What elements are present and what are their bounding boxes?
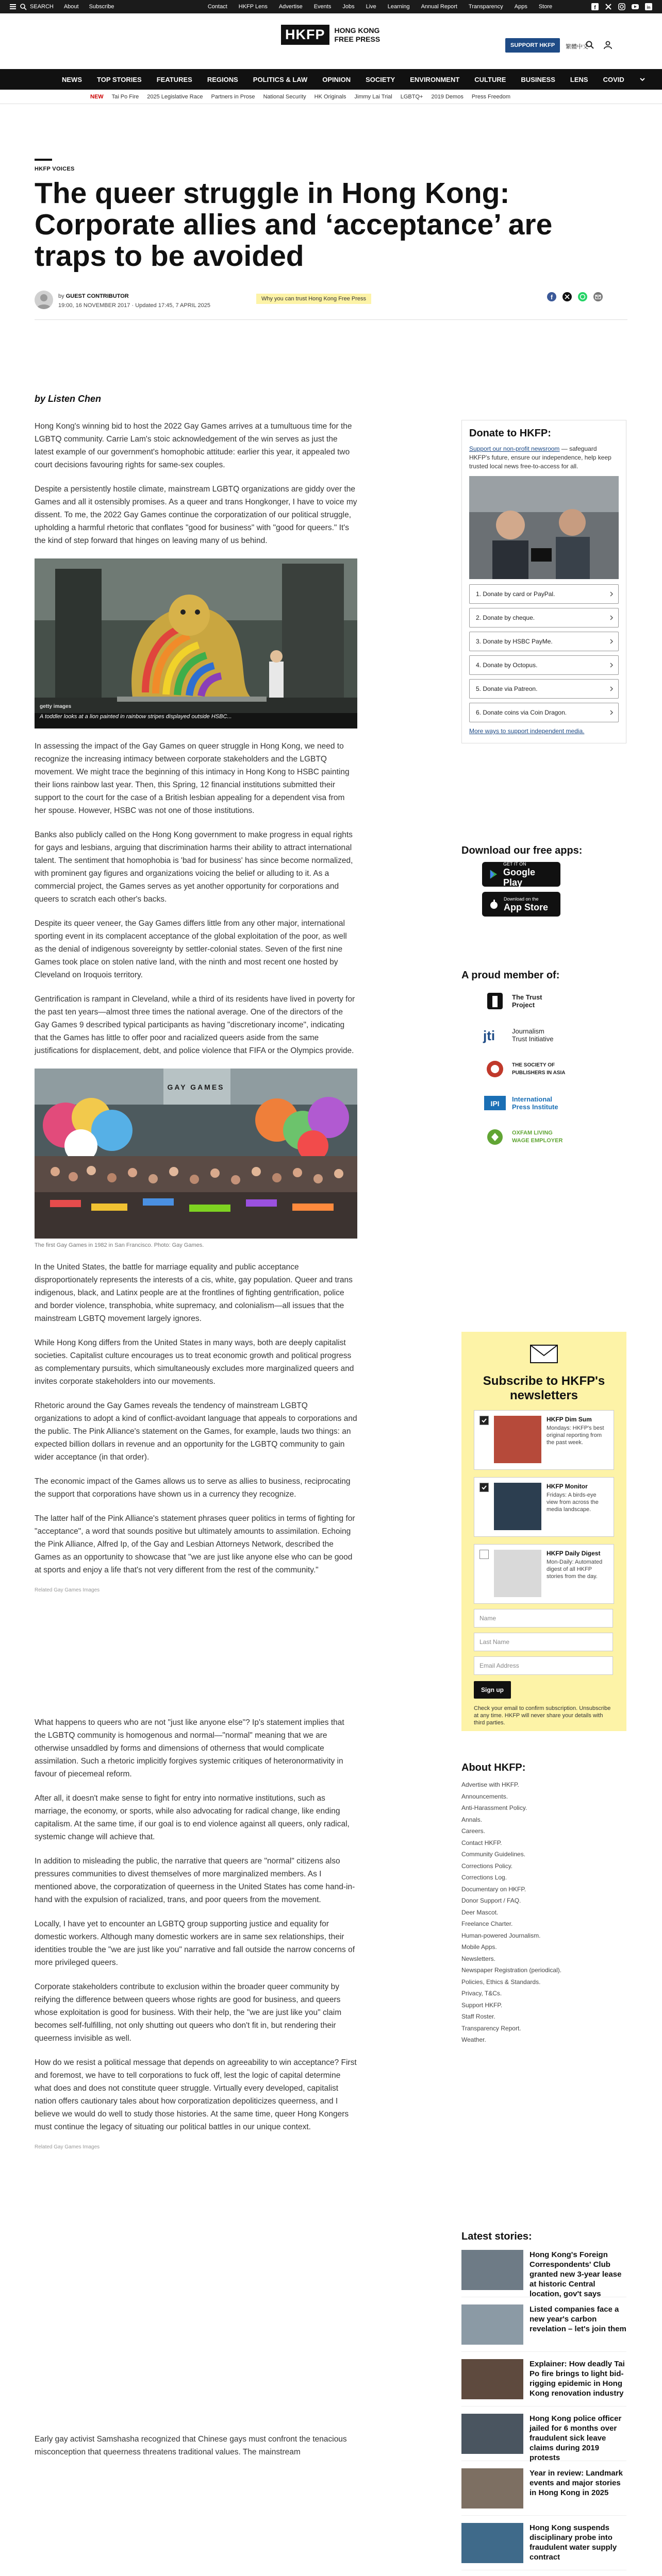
share-email-icon[interactable] [593,292,603,302]
linkedin-icon[interactable] [644,3,653,11]
article-paragraph: Despite its queer veneer, the Gay Games differs little from any other major, international sporting event in its complacent acceptance of the global exploitation of the poor, as well as the denial of indigenous sovereignty by settler-colonial states. Seven of the first nine Games took place on stolen native land, with the ninth and most recent one hosted by Cleveland on Iroquois territory. [35,919,347,979]
member-jti[interactable] [482,1023,626,1047]
chevron-right-icon [609,615,614,620]
member-name: PUBLISHERS IN ASIA [512,1070,566,1076]
about-link[interactable]: Policies, Ethics & Standards. [461,1978,541,1986]
sopa-logo-icon [482,1059,508,1079]
about-link[interactable]: Freelance Charter. [461,1920,513,1927]
util-link-contact[interactable]: Contact [207,4,227,10]
share-facebook-icon[interactable] [547,292,557,302]
trending-item[interactable]: HK Originals [314,93,346,100]
member-name: Project [512,1001,535,1009]
list-item[interactable] [461,2414,626,2461]
list-item[interactable] [461,2359,626,2406]
header-divider [35,319,627,320]
nav-item-society[interactable]: SOCIETY [366,75,395,83]
newsletter-desc: Fridays: A birds-eye view from across the media landscape. [547,1492,599,1513]
language-switch[interactable]: 繁體中文 [566,44,588,50]
donate-option-cheque[interactable] [469,608,619,628]
about-link[interactable]: Corrections Policy. [461,1862,513,1870]
util-link-live[interactable]: Live [366,4,376,10]
donate-option-label: 3. Donate by HSBC PayMe. [476,638,553,645]
newsletter-desc: Mondays: HKFP's best original reporting from the past week. [547,1425,604,1446]
byline-by: by [58,293,64,299]
section-kicker[interactable]: HKFP VOICES [35,166,75,172]
facebook-icon[interactable] [591,3,599,11]
check-icon [481,1417,487,1423]
nav-item-regions[interactable]: REGIONS [207,75,238,83]
article-paragraph: While Hong Kong differs from the United States in many ways, both are deeply capitalist societies. Capitalist culture encourages us to treat economic growth and political progress as complementary pursuits, which simultaneously excludes more marginalized queers and invites corporate stakeholders into our movements. [35,1338,354,1386]
apps-widget [461,845,626,922]
byline-author[interactable]: GUEST CONTRIBUTOR [65,293,129,299]
ipi-logo-icon [482,1093,508,1113]
main-nav [0,69,662,90]
newsletter-name: HKFP Dim Sum [547,1416,592,1423]
logo-line-2: FREE PRESS [334,35,380,43]
article-paragraph: After all, it doesn't make sense to fight for entry into normative institutions, such as marriage, the economy, or sports, while also advocating for radical change, like ending capitalism. At the same time, if our goal is to end violence against all queers, only radical, systemic change will achieve that. [35,1794,350,1841]
google-play-icon [488,869,499,880]
chevron-right-icon [609,686,614,691]
about-link[interactable]: About [63,4,79,10]
figure-hsbc-lion [35,558,357,728]
about-link[interactable]: Community Guidelines. [461,1851,526,1858]
about-links [461,1779,626,2046]
dim-sum-thumbnail [494,1416,541,1463]
about-link[interactable]: Donor Support / FAQ. [461,1897,521,1904]
story-thumbnail [461,2414,523,2454]
about-link[interactable]: Privacy, T&Cs. [461,1990,502,1997]
about-link[interactable]: Transparency Report. [461,2024,521,2032]
donate-widget [461,420,626,743]
article-paragraph: Despite a persistently hostile climate, mainstream LGBTQ organizations are giddy over the Games and all it ostensibly promises. As a queer and trans Hongkonger, I have to voice my dissent. To me, the 2022 Gay Games continue the corporatization of our political struggle, upholding a harmful rhetoric that conflates "good for business" with "good for queers." It's the kind of step forward that hinges on leaving many of us behind. [35,485,357,545]
article-paragraph: Corporate stakeholders contribute to exclusion within the broader queer community by reifying the difference between queers whose rights are good for business, and queers whose exploitation is good for business. With their help, the "we are just like you" claim becomes self-fulfilling, not only shutting out queers who don't fit in, but rendering their queerness invisible as well. [35,1982,342,2043]
article-paragraph: The economic impact of the Games allows us to serve as allies to business, reciprocating the support that corporations have shown us in a currency they recognize. [35,1477,351,1499]
story-thumbnail [461,2250,523,2290]
kicker-rule [35,159,52,161]
google-play-big: Google Play [503,867,535,888]
masthead [0,13,662,69]
about-link[interactable]: Advertise with HKFP. [461,1781,519,1788]
logo-wordmark [335,26,380,43]
trending-new-label: NEW [90,93,104,100]
article-paragraph: Banks also publicly called on the Hong Kong government to make progress in equal rights for gays and lesbians, arguing that discrimination harms their ability to attract international talent. The sentiment that homophobia is 'bad for business' has since become normalized, with prominent gay figures and organizations voicing the belief or alluding to it. As a commercial project, the Games serves as yet another opportunity for corporations and queers to scratch each other's backs. [35,831,353,904]
chevron-right-icon [609,591,614,597]
support-hkfp-button[interactable]: SUPPORT HKFP [505,38,560,53]
checkbox-monitor[interactable] [479,1483,489,1492]
member-name: International [512,1095,553,1103]
latest-title: Latest stories: [461,2231,532,2242]
article-paragraph: What happens to queers who are not "just like anyone else"? Ip's statement implies that the LGBTQ community is homogenous and normal—"normal" meaning that we are otherwise unsaddled by forms and dimensions of otherness that would complicate assimilation. Such a rhetoric implicitly forgives systemic critiques of heteronormativity in favour of piecemeal reform. [35,1718,344,1778]
member-trust-project[interactable] [482,989,626,1013]
svg-text:f: f [594,5,596,11]
about-link[interactable]: Staff Roster. [461,2013,495,2020]
trust-note-link[interactable]: Why you can trust Hong Kong Free Press [256,294,371,304]
member-name: Trust Initiative [512,1035,554,1043]
article-paragraph: Early gay activist Samshasha recognized that Chinese gays must confront the tenacious misconception that queerness threatens traditional values. The mainstream [35,2435,347,2456]
member-ipi[interactable] [482,1091,626,1115]
logo-mark: HKFP [281,25,329,45]
check-icon [481,1484,487,1490]
article-body [35,420,357,2470]
gay-games-photo[interactable] [35,1069,357,1239]
trending-item[interactable]: 2019 Demos [431,93,464,100]
about-link[interactable]: Documentary on HKFP. [461,1885,526,1893]
member-name: OXFAM LIVING [512,1130,553,1136]
member-name: WAGE EMPLOYER [512,1138,563,1144]
social-icons [591,3,653,11]
nav-item-features[interactable]: FEATURES [156,75,192,83]
more-ways-link[interactable]: More ways to support independent media. [469,727,585,735]
article-paragraph: In the United States, the battle for marriage equality and public acceptance disproportionately represents the interests of a cis, white, gay population. Queer and trans indigenous, black, and Latinx people are at the frontlines of fighting gentrification, police and border violence, transphobia, white supremacy, and colonialism—all issues that the mainstream LGBTQ movement largely ignores. [35,1263,353,1323]
svg-text:IPI: IPI [490,1099,500,1108]
related-images-note[interactable]: Related Gay Games Images [35,2144,100,2150]
util-link-advertise[interactable]: Advertise [278,4,303,10]
trust-project-logo-icon [482,991,508,1011]
search-icon[interactable] [585,40,594,49]
svg-text:f: f [551,294,553,301]
article-paragraph: Gentrification is rampant in Cleveland, while a third of its residents have lived in poverty for the past ten years—almost three times the national average. One of the directors of the Gay Games 9 described typical participants as having "discretionary income", indicating that the Games has little to offer poor and racialized queers aside from the same justifications for displacement, debt, and police violence that FIFA or the Olympics provide. [35,995,355,1055]
chevron-right-icon [609,710,614,715]
ad-slot-spacer [35,2165,357,2433]
donate-option-label: 5. Donate via Patreon. [476,685,538,692]
instagram-icon[interactable] [618,3,626,11]
utility-links [177,4,552,10]
article-paragraph: Hong Kong's winning bid to host the 2022 Gay Games arrives at a tumultuous time for the LGBTQ community. Carrie Lam's stoic acknowledgement of the win serves as just the latest example of our government's homophobic attitude: earlier this year, it appealed two court decisions favouring rights for same-sex couples. [35,422,352,469]
search-label[interactable]: SEARCH [30,4,54,10]
about-link[interactable]: Weather. [461,2036,486,2043]
utility-bar [0,0,662,13]
utility-left [9,3,138,10]
digest-thumbnail [494,1550,541,1597]
trending-item[interactable]: Tai Po Fire [111,93,139,100]
app-store-button[interactable] [482,892,560,917]
byline-dates: 19:00, 16 NOVEMBER 2017 · Updated 17:45, 7 APRIL 2025 [58,302,210,309]
checkbox-daily-digest[interactable] [479,1550,489,1559]
chevron-down-icon[interactable] [639,76,646,82]
newsletter-envelope-icon [528,1342,559,1365]
story-title[interactable]: Hong Kong suspends disciplinary probe into fraudulent water supply contract [529,2523,617,2562]
about-link[interactable]: Mobile Apps. [461,1943,497,1951]
share-whatsapp-icon[interactable] [577,292,588,302]
article-paragraph: How do we resist a political message that depends on agreeability to win acceptance? First and foremost, we have to tell corporations to fuck off, lest the logic of capital determine what does and does not constitute queer struggle. Virtually every developed, capitalist nation offers cautionary tales about how corporatization depoliticizes queerness, and I believe we would do well to study those histories. At the same time, queer Hong Kongers must continue the legacy of situating our political battles in our unique context. [35,2058,357,2131]
about-link[interactable]: Human-powered Journalism. [461,1931,541,1939]
donate-title: Donate to HKFP: [469,428,551,439]
member-name: Journalism [512,1027,544,1035]
youtube-icon[interactable] [631,3,639,11]
figure-caption-hsbc: A toddler looks at a lion painted in rainbow stripes displayed outside HSBC... [40,714,232,720]
membership-widget [461,970,626,1159]
newsletter-option-monitor[interactable] [474,1477,614,1537]
nav-item-culture[interactable]: CULTURE [474,75,506,83]
nav-item-environment[interactable]: ENVIRONMENT [410,75,460,83]
list-item[interactable] [461,2468,626,2516]
about-link[interactable]: Support HKFP. [461,2001,503,2009]
newsletter-name: HKFP Daily Digest [547,1550,601,1557]
about-link[interactable]: Corrections Log. [461,1874,507,1881]
donate-option-label: 2. Donate by cheque. [476,614,535,621]
chevron-right-icon [609,639,614,644]
article-title: The queer struggle in Hong Kong: Corporate allies and ‘acceptance’ are traps to be avoided [35,177,553,273]
about-link[interactable]: Deer Mascot. [461,1908,499,1916]
name-input[interactable]: Name [474,1609,613,1628]
latest-stories-widget [461,2231,626,2570]
share-x-icon[interactable] [562,292,572,302]
article-paragraph: Locally, I have yet to encounter an LGBTQ group supporting justice and equality for domestic workers. Although many domestic workers are in same sex relationships, their identities trouble the "we are just like you" narrative and fall outside the narrow concerns of more privileged queers. [35,1920,355,1967]
search-icon[interactable] [20,3,27,10]
avatar [35,291,53,309]
util-link-transparency[interactable]: Transparency [468,4,503,10]
signup-button[interactable]: Sign up [474,1681,511,1699]
svg-text:jti: jti [483,1028,495,1043]
byline [35,289,627,312]
email-input[interactable]: Email Address [474,1656,613,1675]
nav-item-lens[interactable]: LENS [570,75,588,83]
member-name: THE SOCIETY OF [512,1062,555,1068]
apple-icon [488,899,500,910]
trending-item[interactable]: LGBTQ+ [400,93,423,100]
story-thumbnail [461,2359,523,2399]
google-play-small: GET IT ON [503,861,526,867]
trending-item[interactable]: National Security [263,93,306,100]
ad-slot-spacer [35,1608,357,1716]
nav-item-business[interactable]: BUSINESS [521,75,555,83]
nav-item-news[interactable]: NEWS [62,75,82,83]
story-title[interactable]: Year in review: Landmark events and major stories in Hong Kong in 2025 [529,2469,623,2497]
about-link[interactable]: Contact HKFP. [461,1839,502,1846]
newsletter-option-daily-digest[interactable] [474,1544,614,1604]
newsletter-desc: Mon-Daily: Automated digest of all HKFP stories from the day. [547,1559,603,1580]
donate-photo [469,476,619,579]
util-link-apps[interactable]: Apps [514,4,527,10]
newsletter-name: HKFP Monitor [547,1483,588,1490]
donate-option-payme[interactable] [469,632,619,651]
chevron-right-icon [609,663,614,668]
list-item[interactable] [461,2304,626,2352]
donate-option-label: 6. Donate coins via Coin Dragon. [476,709,567,716]
newsletter-title: Subscribe to HKFP's newsletters [483,1374,605,1402]
story-thumbnail [461,2304,523,2345]
nav-item-opinion[interactable]: OPINION [322,75,351,83]
logo-line-1: HONG KONG [334,26,380,35]
donate-option-label: 1. Donate by card or PayPal. [476,590,555,598]
hsbc-lion-photo[interactable] [35,558,357,728]
newsletter-widget [461,1332,626,1731]
app-store-big: App Store [504,902,549,912]
story-thumbnail [461,2468,523,2509]
jti-logo-icon [482,1025,508,1045]
trending-item[interactable]: Press Freedom [471,93,511,100]
figure-credit-hsbc: getty images [40,704,72,709]
related-images-note[interactable]: Related Gay Games Images [35,1587,100,1593]
app-store-small: Download on the [504,896,539,902]
donate-intro-text: — safeguard HKFP's future, ensure our independence, help keep trusted local news free-to-access for all. [469,445,611,470]
nav-item-covid[interactable]: COVID [603,75,624,83]
about-link[interactable]: Anti-Harassment Policy. [461,1804,527,1811]
about-link[interactable]: Careers. [461,1827,486,1835]
subscribe-link[interactable]: Subscribe [89,4,114,10]
story-thumbnail [461,2523,523,2563]
byline-text [58,292,210,310]
apps-title: Download our free apps: [461,845,583,856]
nav-item-top-stories[interactable]: TOP STORIES [97,75,142,83]
google-play-button[interactable] [482,862,560,887]
about-link[interactable]: Newspaper Registration (periodical). [461,1967,562,1974]
share-buttons [547,292,603,302]
newsletter-option-dim-sum[interactable] [474,1410,614,1470]
about-link[interactable]: Announcements. [461,1792,508,1800]
list-item[interactable] [461,2250,626,2297]
member-sopa[interactable] [482,1057,626,1081]
svg-text:in: in [647,5,651,10]
user-icon[interactable] [603,40,613,49]
about-title: About HKFP: [461,1762,526,1773]
list-item[interactable] [461,2523,626,2570]
util-link-lens[interactable]: HKFP Lens [238,4,268,10]
last-name-input[interactable]: Last Name [474,1633,613,1651]
member-name: Press Institute [512,1103,558,1111]
member-name: The Trust [512,993,542,1001]
util-link-learning[interactable]: Learning [387,4,410,10]
article-paragraph: The latter half of the Pink Alliance's statement phrases queer politics in terms of fighting for "acceptance", a word that sounds positive but ultimately amounts to assimilation. Echoing the Pink Alliance, Alfred Ip, of the Gay and Lesbian Attorneys Network, described the Games as an opportunity to showcase that "we are just like anyone else who can be good at sports and enjoy a life that's not very different from the rest of the community." [35,1514,355,1574]
story-title[interactable]: Hong Kong's Foreign Correspondents' Club granted new 3-year lease at historic Central location, gov't says [529,2250,622,2298]
donate-option-octopus[interactable] [469,655,619,675]
trending-item[interactable]: Partners in Prose [211,93,255,100]
trending-bar [0,90,662,104]
x-icon[interactable] [604,3,613,11]
checkbox-dim-sum[interactable] [479,1416,489,1425]
article-paragraph: In addition to misleading the public, the narrative that queers are "normal" citizens also pressures communities to divest themselves of more marginalized members. As I mentioned above, the corporatization of queerness in the United States has come hand-in-hand with the expulsion of racialized, trans, and poor queers from the movement. [35,1857,355,1904]
article-paragraph: Rhetoric around the Gay Games reveals the tendency of mainstream LGBTQ organizations to adopt a kind of conflict-avoidant language that appeals to corporations and the public. The Pink Alliance's statement on the Games, for example, lauds two things: an expected billion dollars in revenue and an opportunity for the LGBTQ community to gain wider acceptance (in that order). [35,1401,357,1462]
figure-caption-gay-games: The first Gay Games in 1982 in San Francisco. Photo: Gay Games. [35,1242,204,1248]
util-link-jobs[interactable]: Jobs [342,4,355,10]
monitor-thumbnail [494,1483,541,1530]
trending-item[interactable]: Jimmy Lai Trial [354,93,392,100]
about-widget [461,1762,626,2046]
donate-option-patreon[interactable] [469,679,619,699]
donate-option-label: 4. Donate by Octopus. [476,662,538,669]
story-title[interactable]: Hong Kong police officer jailed for 6 months over fraudulent sick leave claims during 2019 protests [529,2414,622,2462]
member-oxfam[interactable] [482,1125,626,1149]
util-link-store[interactable]: Store [538,4,553,10]
gay-games-banner-text: GAY GAMES [167,1083,225,1091]
newsletter-fineprint: Check your email to confirm subscription. Unsubscribe at any time. HKFP will never share your details with third parties. [474,1705,611,1726]
members-title: A proud member of: [461,970,560,981]
util-link-events[interactable]: Events [313,4,332,10]
util-link-annual-report[interactable]: Annual Report [421,4,457,10]
story-title[interactable]: Explainer: How deadly Tai Po fire brings to light bid-rigging epidemic in Hong Kong renovation industry [529,2360,625,2398]
donate-option-coin-dragon[interactable] [469,703,619,722]
oxfam-logo-icon [482,1127,508,1147]
figure-gay-games [35,1069,357,1249]
about-link[interactable]: Annals. [461,1816,483,1823]
donate-intro [469,445,619,471]
menu-icon[interactable] [9,3,16,10]
donate-intro-link[interactable]: Support our non-profit newsroom [469,445,560,452]
article-author: by Listen Chen [35,394,102,404]
about-link[interactable]: Newsletters. [461,1955,496,1962]
trending-item[interactable]: 2025 Legislative Race [147,93,203,100]
donate-option-card[interactable] [469,584,619,604]
site-logo[interactable] [281,25,380,45]
story-title[interactable]: Listed companies face a new year's carbon revelation – let's join them [529,2305,626,2333]
article-paragraph: In assessing the impact of the Gay Games on queer struggle in Hong Kong, we need to recognize the increasing intimacy between corporate stakeholders and the LGBTQ movement. We might trace the beginning of this intimacy in Hong Kong to HSBC painting their lions rainbow last year. Then, this Spring, 12 financial institutions submitted their support to the court for the case of a British lesbian appealing for a dependent visa from her spouse. However, HSBC was not one of those institutions. [35,742,350,815]
nav-item-politics-law[interactable]: POLITICS & LAW [253,75,308,83]
